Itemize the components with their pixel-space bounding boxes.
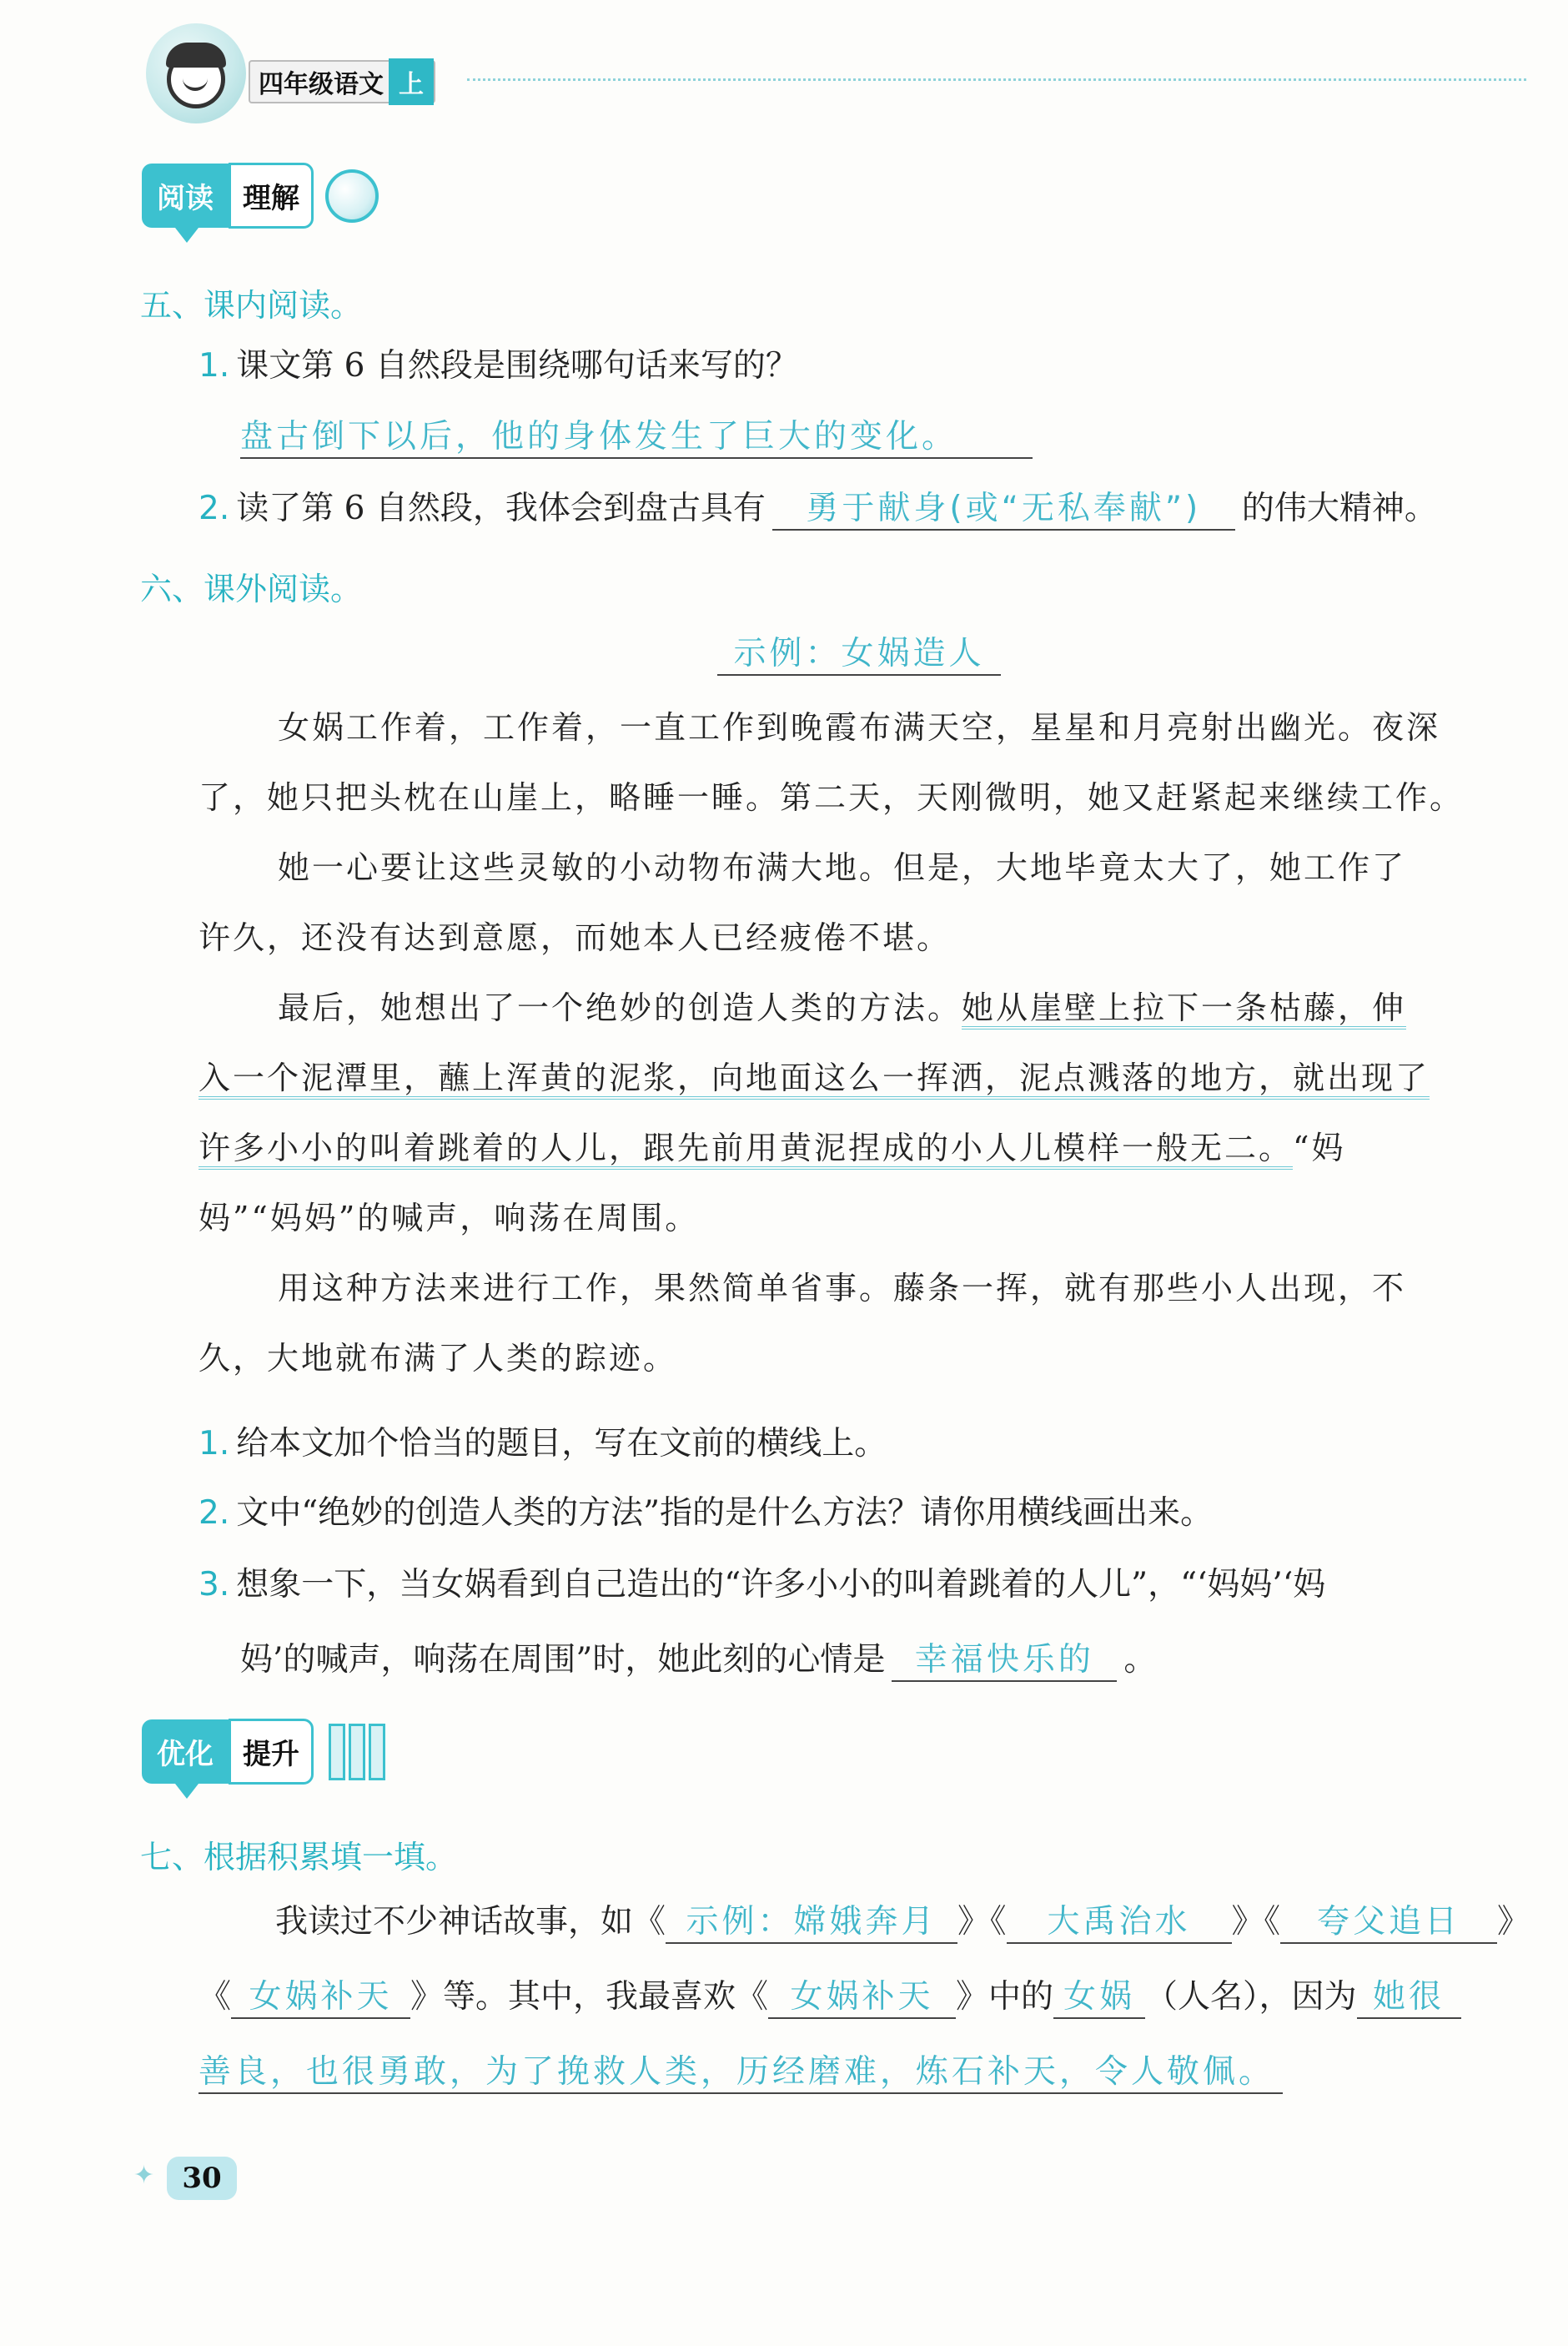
- page-number: 30: [167, 2157, 237, 2200]
- s7-l1-pre: 我读过不少神话故事，如《: [275, 1903, 666, 1941]
- volume-tag: 上: [389, 58, 434, 105]
- s6-q3-line1: 想象一下，当女娲看到自己造出的“许多小小的叫着跳着的人儿”，“‘妈妈’‘妈: [236, 1566, 1326, 1603]
- s6-q1-num: 1.: [199, 1425, 230, 1462]
- s7-line2: [199, 1977, 1461, 2019]
- s6-q2: [199, 1493, 1213, 1533]
- books-icon: [329, 1724, 385, 1780]
- s5-q1: [199, 346, 798, 386]
- badge-improve-left: 优化: [142, 1719, 229, 1784]
- globe-icon: [325, 169, 379, 223]
- s5-q2-answer: 勇于献身(或“无私奉献”): [772, 489, 1235, 531]
- p2-line1: 她一心要让这些灵敏的小动物布满大地。但是，大地毕竟太大了，她工作了: [278, 849, 1407, 886]
- s5-q2-before: 读了第 6 自然段，我体会到盘古具有: [236, 490, 766, 527]
- s7-answer-2: 大禹治水: [1007, 1902, 1232, 1944]
- s7-answer-4: 女娲补天: [231, 1977, 410, 2019]
- s7-l1-end: 》: [1497, 1903, 1530, 1941]
- section7-title: 七、根据积累填一填。: [140, 1839, 458, 1875]
- s5-q1-answer-line: [240, 417, 1033, 459]
- s7-answer-7: 她很: [1357, 1977, 1461, 2019]
- s7-l1-mid2: 》《: [1231, 1903, 1281, 1941]
- p2-line2: 许久，还没有达到意愿，而她本人已经疲倦不堪。: [199, 919, 952, 956]
- s6-q1: [199, 1424, 887, 1464]
- s7-l2-mid3: （人名），因为: [1145, 1978, 1357, 2016]
- s6-q3-before: 妈’的喊声，响荡在周围”时，她此刻的心情是: [240, 1641, 886, 1679]
- s5-q1-answer: 盘古倒下以后，他的身体发生了巨大的变化。: [240, 417, 1033, 459]
- p3-line3a-marked: 许多小小的叫着跳着的人儿，跟先前用黄泥捏成的小人儿模样一般无二。: [199, 1130, 1293, 1170]
- s7-answer-6: 女娲: [1053, 1977, 1145, 2019]
- reading-badge: [142, 163, 379, 229]
- s7-answer-3: 夸父追日: [1280, 1902, 1497, 1944]
- passage-title: 示例：女娲造人: [717, 634, 1001, 676]
- p1-line2: 了，她只把头枕在山崖上，略睡一睡。第二天，天刚微明，她又赶紧起来继续工作。: [199, 779, 1465, 816]
- s7-line1: [275, 1902, 1530, 1944]
- s7-answer-8: 善良，也很勇敢，为了挽救人类，历经磨难，炼石补天，令人敬佩。: [199, 2052, 1283, 2094]
- p3-line3b: “妈: [1293, 1130, 1346, 1166]
- p3-line1a: 最后，她想出了一个绝妙的创造人类的方法。: [278, 989, 962, 1026]
- s7-answer-1: 示例：嫦娥奔月: [666, 1902, 957, 1944]
- s6-q3: [199, 1565, 1325, 1605]
- section5-title: 五、课内阅读。: [140, 287, 363, 324]
- s5-q2: [199, 489, 1437, 531]
- passage-title-line: [717, 634, 1001, 676]
- improve-badge: [142, 1719, 385, 1785]
- s7-l2-mid2: 》中的: [956, 1978, 1054, 2016]
- p4-line1: 用这种方法来进行工作，果然简单省事。藤条一挥，就有那些小人出现，不: [278, 1270, 1407, 1306]
- star-icon: ✦: [133, 2161, 155, 2190]
- s5-q2-num: 2.: [199, 490, 230, 527]
- p1-line1: 女娲工作着，工作着，一直工作到晚霞布满天空，星星和月亮射出幽光。夜深: [278, 709, 1441, 746]
- badge-reading-left: 阅读: [142, 164, 229, 228]
- s7-line3: [199, 2052, 1283, 2094]
- grade-text: 四年级语文: [259, 70, 384, 99]
- header-character-icon: [167, 50, 225, 108]
- s5-q1-num: 1.: [199, 347, 230, 385]
- section6-title: 六、课外阅读。: [140, 571, 363, 607]
- badge-improve-right: 提升: [229, 1719, 314, 1785]
- s6-q3-after: 。: [1123, 1641, 1157, 1679]
- badge-reading-right: 理解: [229, 163, 314, 229]
- p3-line1b-marked: 她从崖壁上拉下一条枯藤，伸: [962, 989, 1406, 1030]
- s6-q2-text: 文中“绝妙的创造人类的方法”指的是什么方法？请你用横线画出来。: [236, 1494, 1214, 1532]
- s5-q1-text: 课文第 6 自然段是围绕哪句话来写的？: [236, 347, 798, 385]
- s5-q2-after: 的伟大精神。: [1241, 490, 1437, 527]
- header-divider: [467, 78, 1526, 81]
- p3-line4: 妈”“妈妈”的喊声，响荡在周围。: [199, 1200, 700, 1236]
- s6-q3-answer: 幸福快乐的: [892, 1640, 1117, 1682]
- s7-l1-mid1: 》《: [957, 1903, 1007, 1941]
- p3-line2: [199, 1043, 1568, 1113]
- s6-q2-num: 2.: [199, 1494, 230, 1532]
- s7-answer-5: 女娲补天: [768, 1977, 956, 2019]
- grade-label: [249, 60, 435, 103]
- s7-l2-mid: 》等。其中，我最喜欢《: [410, 1978, 769, 2016]
- s6-q1-text: 给本文加个恰当的题目，写在文前的横线上。: [236, 1425, 887, 1462]
- s6-q3-line2: [240, 1640, 1156, 1682]
- p3-line2-marked: 入一个泥潭里，蘸上浑黄的泥浆，向地面这么一挥洒，泥点溅落的地方，就出现了: [199, 1060, 1430, 1100]
- s6-q3-num: 3.: [199, 1566, 230, 1603]
- p3-line3: [199, 1113, 1568, 1183]
- passage: [199, 692, 1568, 1393]
- p3-line1: [199, 973, 1568, 1043]
- s7-l2-pre: 《: [199, 1978, 232, 2016]
- p4-line2: 久，大地就布满了人类的踪迹。: [199, 1340, 678, 1377]
